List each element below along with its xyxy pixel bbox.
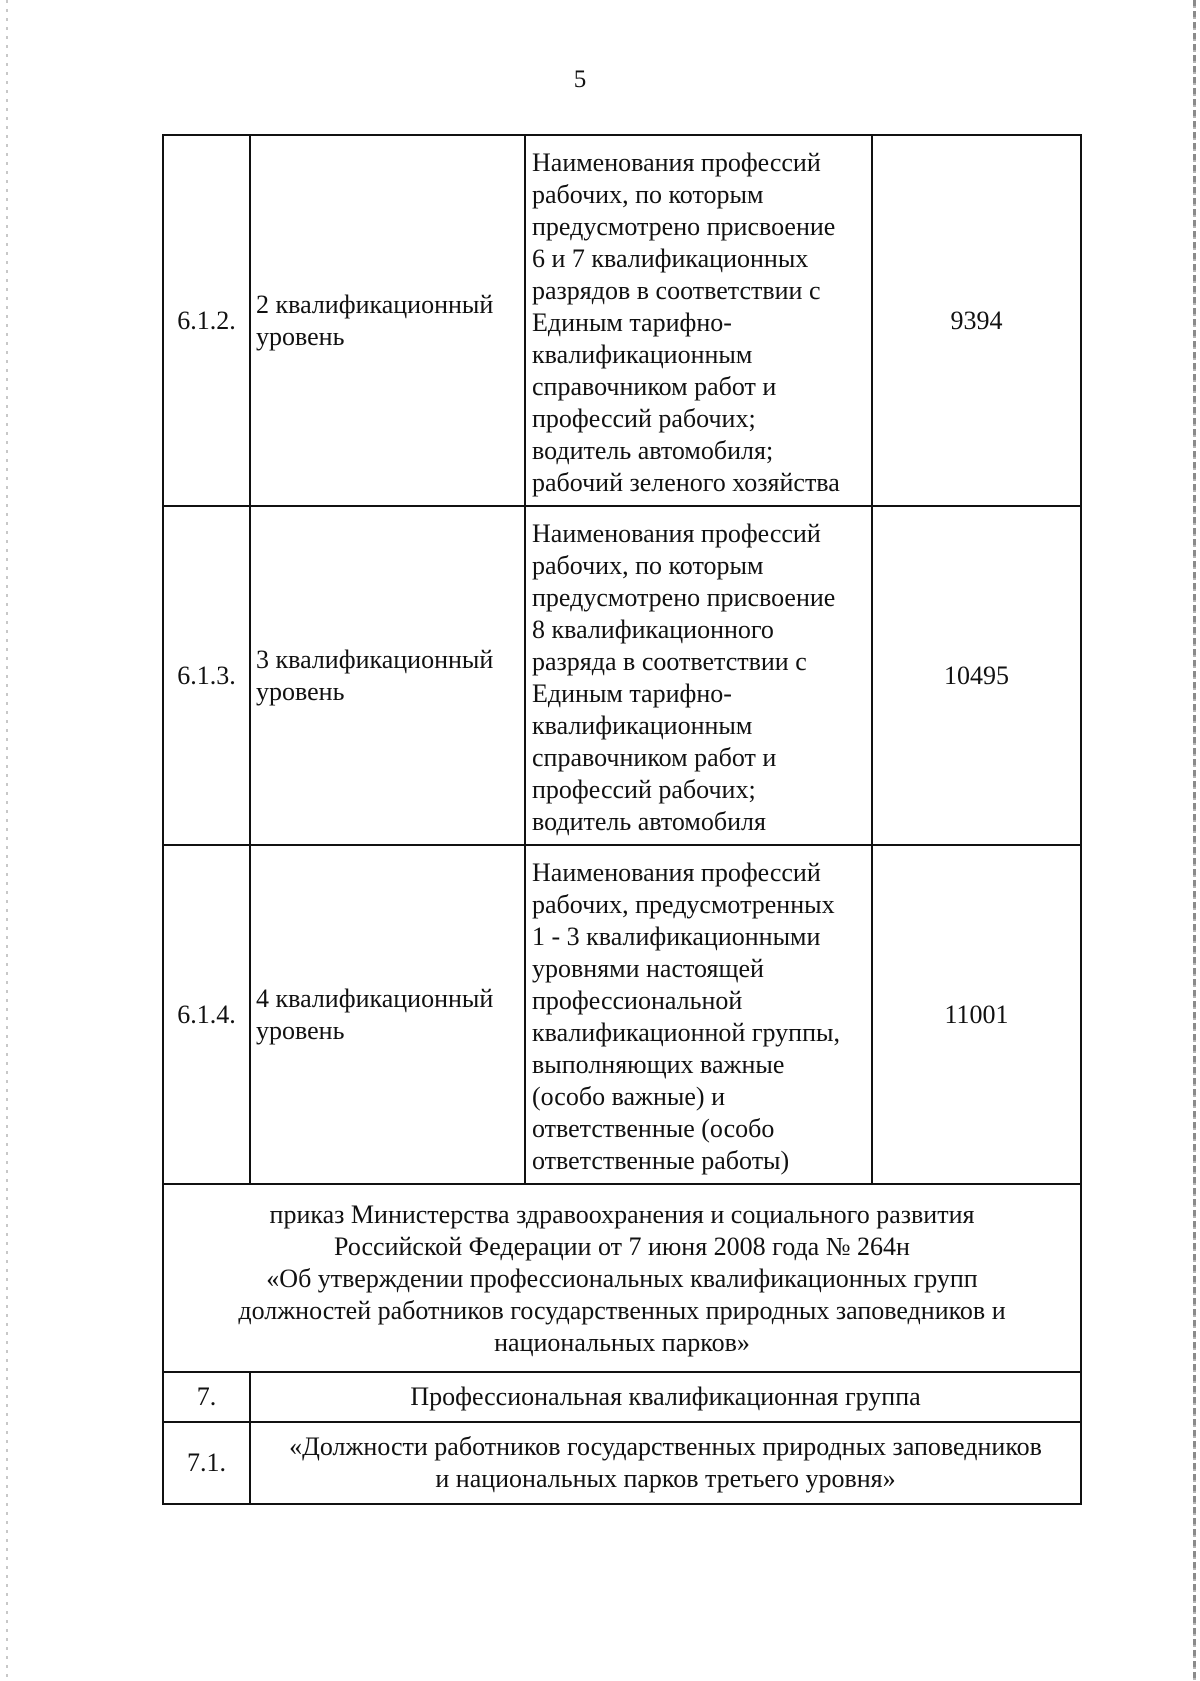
level-line: уровень: [256, 676, 345, 706]
description-line: справочником работ и: [532, 372, 777, 401]
table-row: [163, 135, 1081, 506]
order-row: [163, 1184, 1081, 1372]
row-number: 6.1.4.: [163, 845, 250, 1184]
order-line: приказ Министерства здравоохранения и социального развития: [269, 1200, 975, 1229]
description-line: предусмотрено присвоение: [532, 583, 836, 612]
qualification-level: [250, 506, 525, 845]
row-number: 7.: [163, 1372, 250, 1422]
description-line: Наименования профессий: [532, 858, 821, 887]
subgroup-title-line: «Должности работников государственных природных заповедников: [289, 1432, 1042, 1461]
description-line: квалификационным: [532, 711, 753, 740]
qualification-table: [162, 134, 1082, 1505]
order-line: должностей работников государственных природных заповедников и: [238, 1296, 1006, 1325]
description-line: ответственные (особо: [532, 1114, 775, 1143]
description-line: справочником работ и: [532, 743, 777, 772]
description-line: 8 квалификационного: [532, 615, 774, 644]
description-line: рабочий зеленого хозяйства: [532, 468, 840, 497]
description-line: рабочих, по которым: [532, 551, 764, 580]
profession-description: [525, 845, 872, 1184]
order-line: Российской Федерации от 7 июня 2008 года № 264н: [334, 1232, 910, 1261]
profession-description: [525, 506, 872, 845]
description-line: квалификационной группы,: [532, 1018, 840, 1047]
row-number: 6.1.3.: [163, 506, 250, 845]
group-title: Профессиональная квалификационная группа: [250, 1372, 1081, 1422]
order-line: национальных парков»: [494, 1328, 750, 1357]
description-line: 1 - 3 квалификационными: [532, 922, 821, 951]
qualification-level: [250, 845, 525, 1184]
table-row: [163, 845, 1081, 1184]
description-line: разряда в соответствии с: [532, 647, 807, 676]
order-reference: [163, 1184, 1081, 1372]
description-line: Наименования профессий: [532, 148, 821, 177]
page-number: 5: [573, 66, 587, 93]
table-row: [163, 506, 1081, 845]
level-line: 2 квалификационный: [256, 289, 494, 319]
level-line: уровень: [256, 321, 345, 351]
subgroup-title-line: и национальных парков третьего уровня»: [435, 1464, 896, 1493]
subgroup-title: [250, 1422, 1081, 1504]
description-line: рабочих, предусмотренных: [532, 890, 835, 919]
description-line: Единым тарифно-: [532, 679, 732, 708]
description-line: профессий рабочих;: [532, 404, 756, 433]
salary-value: 10495: [872, 506, 1081, 845]
description-line: ответственные работы): [532, 1146, 790, 1175]
group-row: [163, 1372, 1081, 1422]
profession-description: [525, 135, 872, 506]
scan-edge-right: [1193, 0, 1196, 1681]
description-line: Единым тарифно-: [532, 308, 732, 337]
order-line: «Об утверждении профессиональных квалификационных групп: [266, 1264, 978, 1293]
description-line: выполняющих важные: [532, 1050, 785, 1079]
level-line: уровень: [256, 1015, 345, 1045]
salary-value: 11001: [872, 845, 1081, 1184]
description-line: водитель автомобиля;: [532, 436, 774, 465]
qualification-level: [250, 135, 525, 506]
description-line: разрядов в соответствии с: [532, 276, 821, 305]
subgroup-row: [163, 1422, 1081, 1504]
salary-value: 9394: [872, 135, 1081, 506]
description-line: 6 и 7 квалификационных: [532, 244, 809, 273]
description-line: уровнями настоящей: [532, 954, 764, 983]
level-line: 4 квалификационный: [256, 983, 494, 1013]
description-line: предусмотрено присвоение: [532, 212, 836, 241]
description-line: профессий рабочих;: [532, 775, 756, 804]
level-line: 3 квалификационный: [256, 644, 494, 674]
description-line: рабочих, по которым: [532, 180, 764, 209]
description-line: (особо важные) и: [532, 1082, 726, 1111]
description-line: Наименования профессий: [532, 519, 821, 548]
description-line: квалификационным: [532, 340, 753, 369]
scan-edge-left: [6, 0, 8, 1681]
row-number: 6.1.2.: [163, 135, 250, 506]
row-number: 7.1.: [163, 1422, 250, 1504]
description-line: профессиональной: [532, 986, 743, 1015]
description-line: водитель автомобиля: [532, 807, 766, 836]
